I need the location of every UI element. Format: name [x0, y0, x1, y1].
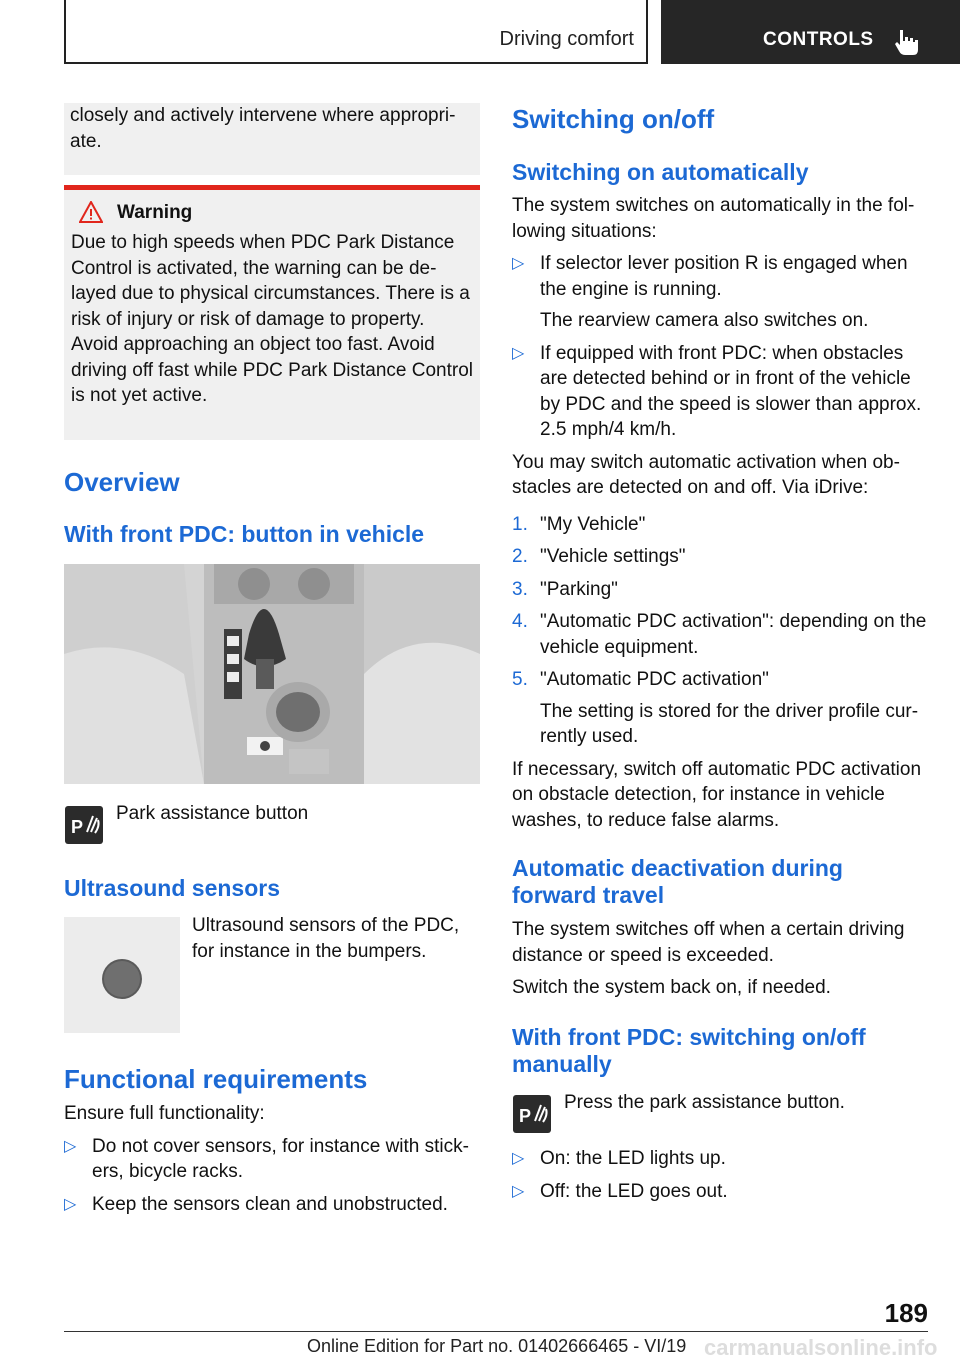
hand-pointer-icon	[894, 28, 920, 56]
deactivation-text: The system switches off when a certain driving distance or speed is exceeded.	[512, 919, 905, 966]
ultrasound-sensor-image	[64, 917, 180, 1033]
bullet-triangle-icon: ▷	[512, 344, 525, 362]
section-title: Driving comfort	[499, 28, 634, 50]
warning-triangle-icon	[79, 201, 103, 223]
list-item: ▷ Off: the LED goes out.	[512, 1179, 928, 1205]
warning-block	[64, 190, 480, 440]
list-item: ▷ If selector lever position R is engaged when the engine is running. The rearview camera also switches on.	[512, 253, 908, 331]
step-item[interactable]: 4. "Automatic PDC activation": depending on the vehicle equipment.	[512, 611, 927, 658]
edition-text: Online Edition for Part no. 01402666465 - VI/19	[307, 1336, 687, 1356]
front-pdc-heading: With front PDC: button in vehicle	[64, 521, 425, 547]
step-item[interactable]: 3. "Parking"	[512, 578, 618, 600]
warning-title: Warning	[117, 202, 193, 223]
watermark-text: carmanualsonline.info	[704, 1335, 938, 1360]
functional-intro: Ensure full functionality:	[64, 1103, 265, 1124]
svg-text:P: P	[71, 817, 84, 837]
overview-heading: Overview	[64, 467, 180, 497]
list-item: ▷ Do not cover sensors, for instance with stick-ers, bicycle racks.	[64, 1135, 469, 1182]
bullet-triangle-icon: ▷	[512, 1182, 525, 1200]
list-item: ▷ On: the LED lights up.	[512, 1146, 928, 1172]
footer-divider	[64, 1331, 928, 1332]
park-assist-button-icon	[65, 806, 103, 844]
step-item[interactable]: 2. "Vehicle settings"	[512, 546, 686, 567]
bullet-triangle-icon: ▷	[512, 1150, 525, 1167]
chapter-title: CONTROLS	[763, 29, 874, 50]
deactivation-text-2: Switch the system back on, if needed.	[512, 977, 831, 998]
center-console-photo	[64, 564, 480, 784]
manual-heading: With front PDC: switching on/off manually	[512, 1024, 866, 1077]
bullet-triangle-icon: ▷	[64, 1137, 77, 1155]
intro-block	[64, 103, 480, 175]
idrive-intro: You may switch automatic activation when ob-stacles are detected on and off. Via iDrive:	[512, 451, 900, 498]
switching-heading: Switching on/off	[512, 104, 715, 134]
step-item[interactable]: 1. "My Vehicle"	[512, 513, 646, 535]
bullet-triangle-icon: ▷	[64, 1195, 77, 1213]
necessary-text: If necessary, switch off automatic PDC activation on obstacle detection, for instance in vehicle washes, to reduce false alarms.	[512, 758, 922, 831]
auto-heading: Switching on automatically	[512, 159, 809, 185]
bullet-triangle-icon: ▷	[512, 255, 525, 272]
functional-heading: Functional requirements	[64, 1064, 368, 1094]
warning-body: Due to high speeds when PDC Park Distance Control is activated, the warning can be de-layed due to physical circumstances. There is a risk of injury or risk of damage to property. Avoid approaching an object too fast. Avoid driving off fast while PDC Park Distance Control is not yet active.	[71, 232, 473, 406]
auto-intro: The system switches on automatically in the fol-lowing situations:	[512, 195, 915, 242]
ultrasound-text: Ultrasound sensors of the PDC, for instance in the bumpers.	[192, 915, 460, 962]
intro-text: closely and actively intervene where appropri-ate.	[70, 105, 456, 152]
ultrasound-heading: Ultrasound sensors	[64, 875, 280, 901]
page-number: 189	[884, 1298, 928, 1328]
button-caption: Park assistance button	[116, 803, 309, 824]
step-item[interactable]: 5. "Automatic PDC activation" The setting is stored for the driver profile cur-rently used.	[512, 669, 919, 747]
deactivation-heading: Automatic deactivation during forward travel	[512, 855, 843, 908]
list-item: ▷ Keep the sensors clean and unobstructed.	[64, 1192, 480, 1218]
park-assist-button-icon	[513, 1095, 551, 1133]
manual-text: Press the park assistance button.	[564, 1092, 845, 1113]
svg-text:P: P	[519, 1106, 532, 1126]
list-item: ▷ If equipped with front PDC: when obstacles are detected behind or in front of the vehicle by PDC and the speed is slower than approx. 2.5 mph/4 km/h.	[512, 342, 922, 440]
